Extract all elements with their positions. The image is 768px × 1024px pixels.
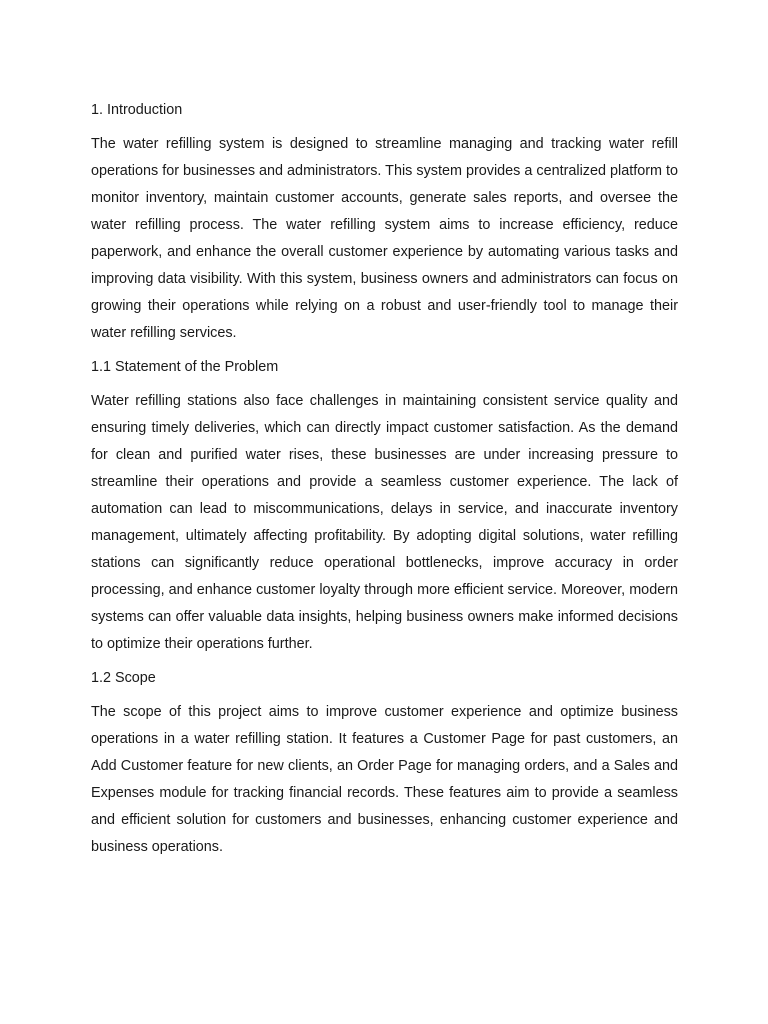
section-paragraph-statement-of-problem: Water refilling stations also face challenges in maintaining consistent service quality and ensuring timely deliveries, which can directly impact customer satisfaction. As the demand for clean and purified water rises, these businesses are under increasing pressure to streamline their operations and provide a seamless customer experience. The lack of automation can lead to miscommunications, delays in service, and inaccurate inventory management, ultimately affecting profitability. By adopting digital solutions, water refilling stations can significantly reduce operational bottlenecks, improve accuracy in order processing, and enhance customer loyalty through more efficient service. Moreover, modern systems can offer valuable data insights, helping business owners make informed decisions to optimize their operations further.: [91, 393, 678, 652]
section-paragraph-scope: The scope of this project aims to improve customer experience and optimize business operations in a water refilling station. It features a Customer Page for past customers, an Add Customer feature for new clients, an Order Page for managing orders, and a Sales and Expenses module for tracking financial records. These features aim to provide a seamless and efficient solution for customers and businesses, enhancing customer experience and business operations.: [91, 704, 678, 855]
document-content: [91, 97, 678, 868]
section-heading-statement-of-problem: 1.1 Statement of the Problem: [91, 359, 279, 375]
section-heading-scope: 1.2 Scope: [91, 670, 156, 686]
section-paragraph-introduction: The water refilling system is designed to streamline managing and tracking water refill operations for businesses and administrators. This system provides a centralized platform to monitor inventory, maintain customer accounts, generate sales reports, and oversee the water refilling process. The water refilling system aims to increase efficiency, reduce paperwork, and enhance the overall customer experience by automating various tasks and improving data visibility. With this system, business owners and administrators can focus on growing their operations while relying on a robust and user-friendly tool to manage their water refilling services.: [91, 136, 678, 341]
section-heading-introduction: 1. Introduction: [91, 102, 183, 118]
